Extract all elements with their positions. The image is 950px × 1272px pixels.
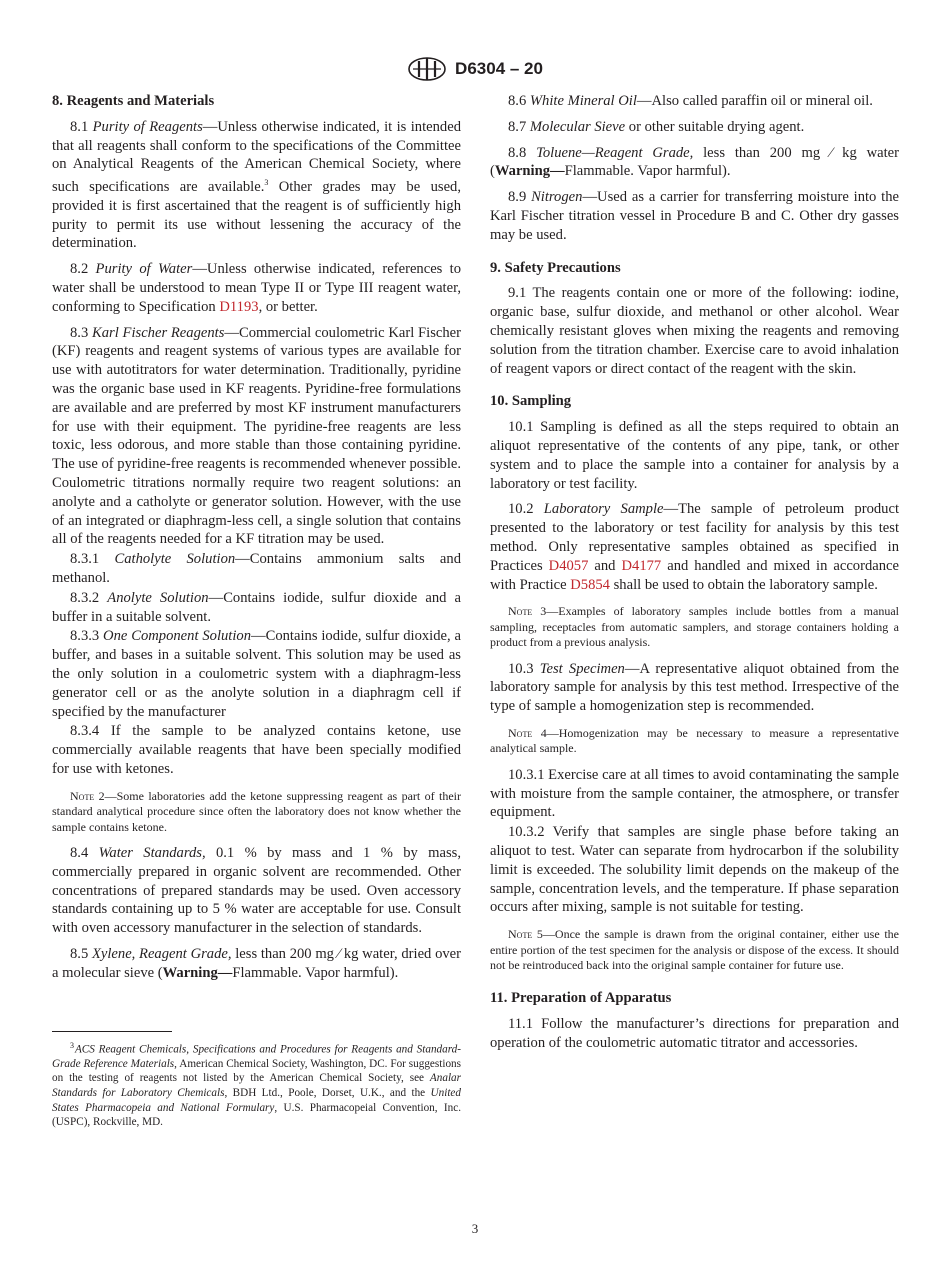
- note-5: Note 5—Once the sample is drawn from the original container, either use the entire portion of the test specimen for the analysis or dispose of the excess. It should not be reintroduced back into the original sample container for future use.: [490, 927, 899, 972]
- paragraph-8-3: 8.3 Karl Fischer Reagents—Commercial coulometric Karl Fischer (KF) reagents and reagent systems of various types are available for use with autotitrators for water determination. Traditionally, pyridine was the organic base used in KF reagents. Pyridine-free formulations are available and are preferred by most KF instrument manufacturers for use with their equipment. The pyridine-free reagents are less toxic, less odorous, and more stable than those containing pyridine. The use of pyridine-free reagents is recommended whenever possible. Coulometric titrations normally require two reagent solutions: an anolyte and a catholyte or generator solution. However, with the use of an integrated or diaphragm-less cell, a single solution that contains all of the reagents needed for a KF titration may be used.: [52, 324, 462, 548]
- page-header: [0, 56, 950, 82]
- paragraph-10-3: 10.3 Test Specimen—A representative aliquot obtained from the laboratory sample for analysis by this test method. Irrespective of the type of sample a homogenization step is recommended.: [490, 660, 900, 715]
- paragraph-10-3-2: 10.3.2 Verify that samples are single phase before taking an aliquot to test. Water can separate from hydrocarbon if the solubility limit is exceeded. The solubility limit depends on the makeup of the sample, concentration levels, and the temperature. If phase separation occurs after mixing, sample is not suitable for testing.: [490, 824, 899, 916]
- paragraph-8-6: 8.6 White Mineral Oil—Also called paraffin oil or mineral oil.: [508, 93, 873, 109]
- right-column: [490, 92, 899, 1060]
- paragraph-8-3-1: 8.3.1 Catholyte Solution—Contains ammonium salts and methanol.: [52, 551, 461, 586]
- footnote-divider: [52, 1031, 172, 1032]
- paragraph-8-5: 8.5 Xylene, Reagent Grade, less than 200 mg ⁄ kg water, dried over a molecular sieve (Warning—Flammable. Vapor harmful).: [52, 945, 461, 981]
- paragraph-8-3-4: 8.3.4 If the sample to be analyzed contains ketone, use commercially available reagents that have been specially modified for use with ketones.: [52, 723, 461, 777]
- note-3: Note 3—Examples of laboratory samples include bottles from a manual sampling, receptacles from automatic samplers, and storage containers holding a product from a previous analysis.: [490, 604, 899, 650]
- link-d4177[interactable]: D4177: [621, 557, 662, 574]
- section-heading: 10. Sampling: [490, 393, 572, 410]
- note-2: Note 2—Some laboratories add the ketone suppressing reagent as part of their standard analytical procedure since often the laboratory does not know whether the sample contains ketone.: [52, 788, 461, 834]
- document-designation: D6304 – 20: [455, 59, 543, 78]
- paragraph-8-3-2: 8.3.2 Anolyte Solution—Contains iodide, sulfur dioxide and a buffer in a suitable solvent.: [52, 589, 461, 625]
- paragraph-8-7: 8.7 Molecular Sieve or other suitable drying agent.: [508, 118, 805, 135]
- paragraph-10-3-1: 10.3.1 Exercise care at all times to avoid contaminating the sample with moisture from the sample container, the atmosphere, or transfer equipment.: [490, 766, 899, 821]
- note-4: Note 4—Homogenization may be necessary to measure a representative analytical sample.: [490, 725, 899, 756]
- paragraph-8-4: 8.4 Water Standards, 0.1 % by mass and 1 % by mass, commercially prepared in organic solvent are recommended. Other concentrations of prepared standards may be used. Oven accessory standards containing up to 5 % water are acceptable for use. Consult with oven accessory manufacturer in the selection of standards.: [52, 844, 461, 937]
- paragraph-8-9: 8.9 Nitrogen—Used as a carrier for transferring moisture into the Karl Fischer titration vessel in Procedure B and C. Other dry gasses may be used.: [490, 189, 900, 243]
- footnote-ref: 3: [264, 178, 269, 188]
- section-heading: 11. Preparation of Apparatus: [490, 990, 672, 1007]
- footnote-3: $^3$ ACS Reagent Chemicals, Specifications and Procedures for Reagents and Standard-Grade Reference Materials, American Chemical Society, Washington, DC. For suggestions on the testing of reagents not listed by the American Chemical Society, see Analar Standards for Laboratory Chemicals, BDH Ltd., Poole, Dorset, U.K., and the United States Pharmacopeia and National Formulary, U.S. Pharmacopeial Convention, Inc. (USPC), Rockville, MD.: [52, 1040, 461, 1129]
- section-heading: 8. Reagents and Materials: [52, 93, 215, 109]
- paragraph-10-1: 10.1 Sampling is defined as all the steps required to obtain an aliquot representative of the contents of any pipe, tank, or other system and to place the sample into a container for analysis by a laboratory or test facility.: [490, 419, 899, 492]
- link-d1193[interactable]: D1193: [219, 298, 259, 315]
- paragraph-8-2: 8.2 Purity of Water—Unless otherwise indicated, references to water shall be understood to mean Type II or Type III reagent water, conforming to Specification D1193, or better.: [52, 261, 461, 315]
- paragraph-10-2: 10.2 Laboratory Sample—The sample of petroleum product presented to the laboratory or test facility for analysis by this test method. Only representative samples obtained as specified in Practices D4057 and D4177 and handled and mixed in accordance with Practice D5854 shall be used to obtain the laboratory sample.: [490, 501, 900, 593]
- link-d5854[interactable]: D5854: [570, 576, 610, 593]
- left-column: [52, 92, 461, 1130]
- page-number: 3: [471, 1221, 479, 1236]
- paragraph-9-1: 9.1 The reagents contain one or more of the following: iodine, organic base, sulfur dioxide, and methanol or other alcohol. Wear chemically resistant gloves when mixing the reagents and removing solution from the titration chamber. Exercise care to avoid inhalation of reagent vapors or direct contact of the reagent with the skin.: [490, 285, 899, 377]
- paragraph-8-3-3: 8.3.3 One Component Solution—Contains iodide, sulfur dioxide, a buffer, and bases in a suitable solvent. This solution may be used as the only solution in a coulometric system with a diaphragm-less generator cell or as the anolyte solution in a diaphragm cell if specified by the manufacturer: [52, 628, 461, 720]
- paragraph-11-1: 11.1 Follow the manufacturer’s directions for preparation and operation of the coulometric automatic titrator and accessories.: [490, 1016, 899, 1051]
- astm-logo-icon: [407, 56, 447, 82]
- paragraph-8-1: 8.1 Purity of Reagents—Unless otherwise indicated, it is intended that all reagents shall conform to the specifications of the Committee on Analytical Reagents of the American Chemical Society, where such specifications are available.$^3$ Other grades may be used, provided it is first ascertained that the reagent is of sufficiently high purity to permit its use without lessening the accuracy of the determination.: [52, 118, 461, 252]
- link-d4057[interactable]: D4057: [548, 557, 589, 574]
- section-heading: 9. Safety Precautions: [490, 259, 621, 276]
- paragraph-8-8: 8.8 Toluene—Reagent Grade, less than 200 mg ⁄ kg water (Warning—Flammable. Vapor harmful).: [490, 144, 899, 180]
